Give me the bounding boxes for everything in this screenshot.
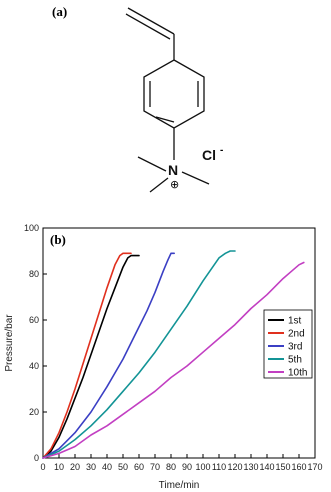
x-tick-label: 40: [101, 462, 113, 472]
counterion-charge: -: [220, 145, 224, 156]
legend-label-10th: 10th: [288, 367, 308, 379]
x-tick-label: 150: [275, 462, 291, 472]
x-tick-label: 10: [53, 462, 65, 472]
x-tick-label: 70: [149, 462, 161, 472]
x-tick-label: 160: [291, 462, 307, 472]
series-line-2nd: [43, 253, 131, 458]
benzene-ring: [144, 60, 204, 128]
x-tick-label: 0: [40, 462, 46, 472]
x-tick-label: 120: [227, 462, 243, 472]
pressure-time-chart: [4, 223, 323, 491]
counterion-label: Cl: [202, 147, 216, 163]
y-tick-label: 80: [28, 269, 39, 279]
legend-label-5th: 5th: [288, 354, 302, 366]
y-axis-ticks: [24, 223, 47, 463]
x-tick-label: 50: [117, 462, 129, 472]
legend-label-2nd: 2nd: [288, 328, 305, 340]
legend-label-3rd: 3rd: [288, 341, 303, 353]
x-tick-label: 170: [307, 462, 323, 472]
x-axis-ticks: [40, 454, 322, 472]
y-tick-label: 0: [33, 453, 39, 463]
x-tick-label: 90: [181, 462, 193, 472]
y-axis-title: Pressure/bar: [4, 314, 15, 372]
series-line-5th: [43, 251, 235, 458]
panel-b-label: (b): [50, 232, 66, 247]
methyl-bond-right: [182, 172, 209, 184]
vinyl-double-bond-2: [126, 14, 170, 39]
x-tick-label: 100: [195, 462, 211, 472]
y-tick-label: 40: [28, 361, 39, 371]
y-tick-label: 20: [28, 407, 39, 417]
panel-a: [52, 4, 223, 192]
panel-a-label: (a): [52, 4, 68, 19]
methyl-bond-left: [138, 157, 166, 171]
positive-charge-symbol: ⊕: [170, 179, 180, 191]
vinyl-double-bond-1: [128, 8, 174, 34]
x-tick-label: 60: [133, 462, 145, 472]
x-axis-title: Time/min: [158, 480, 200, 491]
methyl-bond-bottom: [150, 178, 168, 192]
x-tick-label: 80: [165, 462, 177, 472]
legend-label-1st: 1st: [288, 315, 302, 327]
x-tick-label: 130: [243, 462, 259, 472]
y-tick-label: 100: [23, 223, 39, 233]
x-tick-label: 140: [259, 462, 275, 472]
x-tick-label: 30: [85, 462, 97, 472]
nitrogen-atom-label: N: [168, 162, 179, 178]
x-tick-label: 20: [69, 462, 81, 472]
y-tick-label: 60: [28, 315, 39, 325]
x-tick-label: 110: [211, 462, 227, 472]
legend: [264, 310, 312, 379]
